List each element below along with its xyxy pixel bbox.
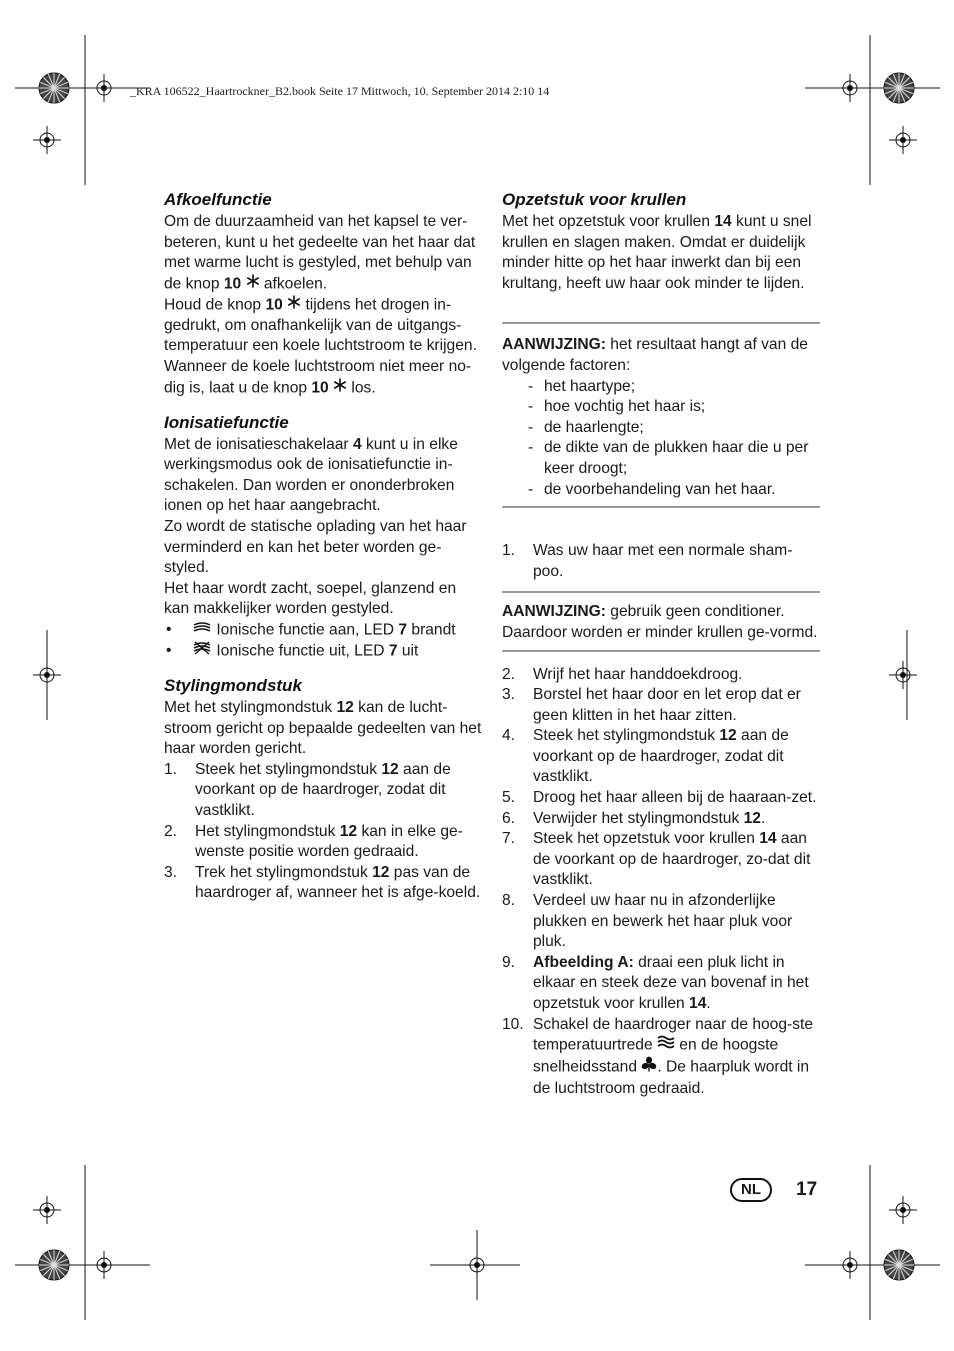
list-item: 7. Steek het opzetstuk voor krullen 14 aan de voorkant op de haardroger, zo-dat dit vastklikt. (502, 830, 811, 889)
list-item: 6. Verwijder het stylingmondstuk 12. (502, 809, 766, 827)
list-item: 5. Droog het haar alleen bij de haaraan-zet. (502, 789, 817, 807)
list-item: 9. Afbeelding A: draai een pluk licht in elkaar en steek deze van bovenaf in het opzetstuk voor krullen 14. (502, 953, 809, 1012)
list-item: 1. Was uw haar met een normale sham-poo. (502, 542, 793, 580)
snowflake-icon (287, 295, 301, 316)
ion-bullet-list (164, 620, 482, 662)
page-number: 17 (796, 1179, 818, 1200)
snowflake-icon (333, 378, 347, 399)
list-item: 1. Steek het stylingmondstuk 12 aan de voorkant op de haardroger, zodat dit vastklikt. (164, 760, 451, 819)
paragraph: Houd de knop 10 tijdens het drogen in-gedrukt, om onafhankelijk van de uitgangs-temperatuur een koele luchtstroom te krijgen. (164, 296, 477, 355)
section-styling-nozzle (164, 674, 482, 904)
note-factors (502, 335, 820, 500)
paragraph: Het haar wordt zacht, soepel, glanzend en kan makkelijker worden gestyled. (164, 579, 457, 618)
heading-opzetstuk: Opzetstuk voor krullen (502, 190, 687, 209)
section-curl-attachment (502, 188, 820, 294)
snowflake-icon (246, 274, 260, 295)
list-item: 2. Wrijf het haar handdoekdroog. (502, 665, 743, 683)
section-cool-function (164, 188, 482, 399)
list-item: 4. Steek het stylingmondstuk 12 aan de voorkant op de haardroger, zodat dit vastklikt. (502, 727, 789, 786)
paragraph: Zo wordt de statische oplading van het haar verminderd en kan het beter worden ge-styled. (164, 517, 467, 577)
list-item: - hoe vochtig het haar is; (502, 397, 820, 418)
high-heat-icon (657, 1035, 675, 1056)
list-item: 2. Het stylingmondstuk 12 kan in elke ge-wenste positie worden gedraaid. (164, 822, 463, 861)
list-item: • Ionische functie uit, LED 7 uit (164, 641, 482, 662)
styling-steps (164, 760, 482, 904)
print-slug-header: _KRA 106522_Haartrockner_B2.book Seite 17 Mittwoch, 10. September 2014 2:10 14 (130, 84, 550, 98)
page-footer (730, 1178, 820, 1204)
ion-off-icon (192, 641, 212, 662)
paragraph: Om de duurzaamheid van het kapsel te ver-beteren, kunt u het gedeelte van het haar dat met warme lucht is gestyled, met behulp van de knop 10 afkoelen. (164, 212, 482, 295)
left-column (164, 188, 482, 904)
fan-speed-icon (641, 1056, 657, 1079)
heading-ionisatiefunctie: Ionisatiefunctie (164, 412, 289, 432)
list-item: 3. Trek het stylingmondstuk 12 pas van de haardroger af, wanneer het is afge-koeld. (164, 863, 481, 902)
paragraph: AANWIJZING: het resultaat hangt af van de volgende factoren: (502, 336, 808, 374)
section-ionisation (164, 411, 482, 662)
ion-on-icon (192, 620, 212, 641)
list-item: - de voorbehandeling van het haar. (502, 480, 820, 501)
list-item: 10. Schakel de haardroger naar de hoog-ste temperatuurtrede en de hoogste snelheidsstand . De haarpluk wordt in de luchtstroom gedraaid. (502, 1015, 814, 1097)
note-conditioner (502, 602, 820, 643)
paragraph: Met het stylingmondstuk 12 kan de lucht-stroom gericht op bepaalde gedeelten van het haar worden gericht. (164, 698, 482, 758)
list-item: • Ionische functie aan, LED 7 brandt (164, 620, 482, 641)
heading-stylingmondstuk: Stylingmondstuk (164, 675, 302, 695)
list-item: 3. Borstel het haar door en let erop dat er geen klitten in het haar zitten. (502, 686, 801, 724)
list-item: 8. Verdeel uw haar nu in afzonderlijke plukken en bewerk het haar pluk voor pluk. (502, 892, 793, 951)
right-column (502, 188, 820, 1099)
factor-list (502, 377, 820, 501)
paragraph: Met het opzetstuk voor krullen 14 kunt u snel krullen en slagen maken. Omdat er duidelijk minder hitte op het haar inwerkt dan bij een krultang, heeft uw haar ook minder te lijden. (502, 213, 812, 292)
list-item: - de haarlengte; (502, 418, 820, 439)
list-item: - het haartype; (502, 377, 820, 398)
curl-steps-start (502, 541, 820, 582)
paragraph: AANWIJZING: gebruik geen conditioner. Daardoor worden er minder krullen ge-vormd. (502, 603, 818, 641)
paragraph: Met de ionisatieschakelaar 4 kunt u in elke werkingsmodus ook de ionisatiefunctie in-schakelen. Dan worden er ononderbroken ionen op het haar aangebracht. (164, 435, 458, 515)
curl-steps (502, 665, 820, 1100)
language-badge: NL (730, 1178, 772, 1202)
paragraph: Wanneer de koele luchtstroom niet meer no-dig is, laat u de knop 10 los. (164, 357, 482, 399)
heading-afkoelfunctie: Afkoelfunctie (164, 190, 272, 209)
list-item: - de dikte van de plukken haar die u per keer droogt; (502, 438, 820, 479)
